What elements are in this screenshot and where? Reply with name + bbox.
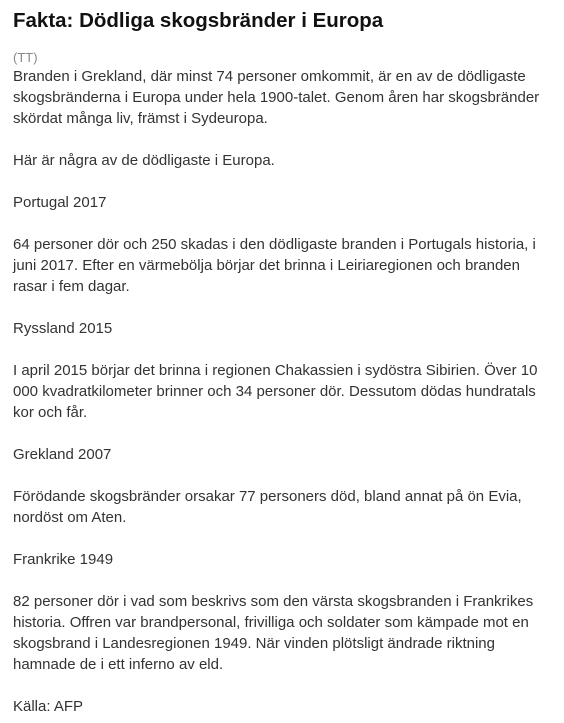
article-body: [13, 66, 558, 717]
paragraph-ryssland: I april 2015 börjar det brinna i regionen Chakassien i sydöstra Sibirien. Över 10 000 kvadratkilometer brinner och 34 personer dör. Dessutom dödas hundratals kor och får.: [13, 362, 538, 421]
fact-box-article: [13, 0, 558, 717]
section-heading-ryssland: Ryssland 2015: [13, 320, 113, 337]
article-title: Fakta: Dödliga skogsbränder i Europa: [13, 9, 384, 32]
section-heading-frankrike: Frankrike 1949: [13, 551, 114, 568]
source-credit: (TT): [13, 50, 38, 65]
paragraph-frankrike: 82 personer dör i vad som beskrivs som den värsta skogsbranden i Frankrikes historia. Offren var brandpersonal, frivilliga och soldater som kämpade mot en skogsbrand i Landesregionen 1949. När vinden plötsligt ändrade riktning hamnade de i ett inferno av eld.: [13, 593, 534, 673]
source-footer: Källa: AFP: [13, 698, 84, 715]
section-heading-grekland: Grekland 2007: [13, 446, 112, 463]
section-heading-portugal: Portugal 2017: [13, 194, 107, 211]
intro-paragraph: Branden i Grekland, där minst 74 personer omkommit, är en av de dödligaste skogsbränderna i Europa under hela 1900-talet. Genom åren har skogsbränder skördat många liv, främst i Sydeuropa.: [13, 68, 540, 127]
paragraph-grekland: Förödande skogsbränder orsakar 77 personers död, bland annat på ön Evia, nordöst om Aten.: [13, 488, 522, 526]
paragraph-portugal: 64 personer dör och 250 skadas i den dödligaste branden i Portugals historia, i juni 2017. Efter en värmebölja börjar det brinna i Leiriaregionen och branden rasar i fem dagar.: [13, 236, 536, 295]
intro-subline: Här är några av de dödligaste i Europa.: [13, 152, 275, 169]
